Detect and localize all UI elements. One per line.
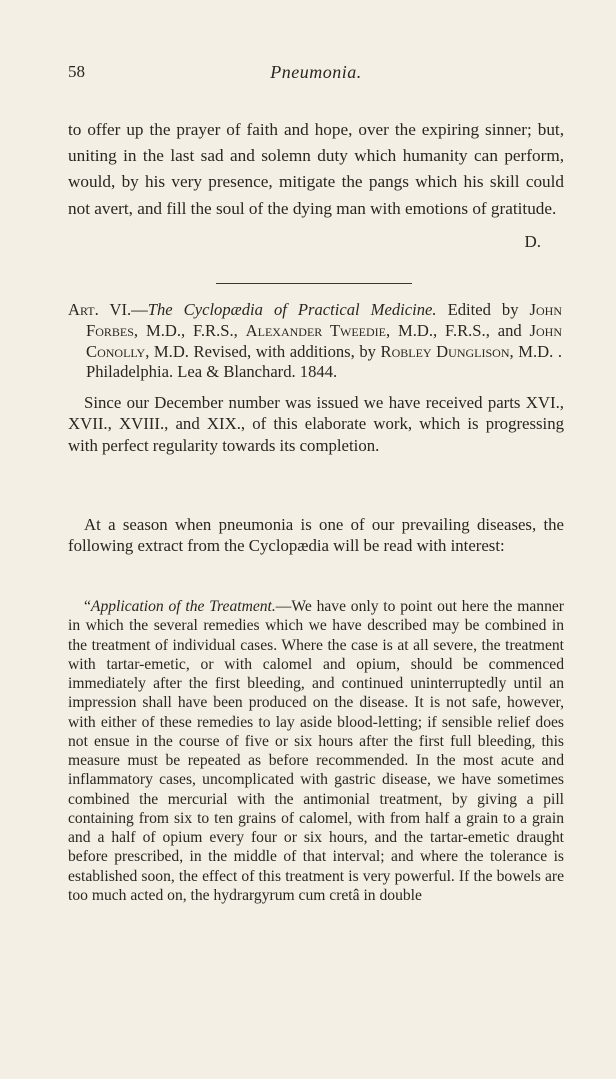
running-title: Pneumonia. — [270, 62, 362, 82]
editor-forbes: John Forbes, — [86, 300, 562, 340]
editor-conolly-credentials: M.D. Revised, with additions, by — [153, 341, 376, 361]
article-label: Art. VI.— — [68, 300, 148, 319]
edited-by: Edited by — [447, 300, 519, 319]
editor-tweedie-credentials: M.D., F.R.S., and — [398, 320, 522, 340]
publication-details: M.D. . Philadelphia. Lea & Blanchard. 1844. — [86, 341, 562, 382]
article-heading — [68, 300, 562, 383]
page-header — [68, 62, 564, 86]
editor-dunglison: Robley Dunglison, — [380, 341, 514, 361]
signature: D. — [524, 232, 541, 251]
article-title: The Cyclopædia of Practical Medicine. — [147, 300, 437, 319]
editor-forbes-credentials: M.D., F.R.S., — [145, 320, 238, 340]
continued-paragraph: to offer up the prayer of faith and hope, over the expiring sinner; but, uniting in the last sad and solemn duty which humanity can perform, would, by his very presence, mitigate the pangs which his skill could not avert, and fill the soul of the dying man with emotions of gratitude. — [68, 120, 564, 218]
quoted-extract — [68, 597, 564, 905]
quote-text: —We have only to point out here the manner in which the several remedies which we have described may be combined in the treatment of individual cases. Where the case is at all severe, the treatment with tartar-emetic, or with calomel and opium, should be commenced immediately after the first bleeding, and continued uninterruptedly until an impression shall have been produced on the disease. It is not safe, however, with either of these remedies to lay aside blood-letting; if sensible relief does not ensue in the course of five or six hours after the first full bleeding, this measure must be repeated as before recommended. In the most acute and inflammatory cases, uncomplicated with gastric disease, we have sometimes combined the mercurial with the antimonial treatment, by giving a pill containing from six to ten grains of calomel, with from half a grain to a grain and a half of opium every four or six hours, and the tartar-emetic draught before prescribed, in the middle of that interval; and where the tolerance is established soon, the effect of this treatment is very powerful. If the bowels are too much acted on, the hydrargyrum cum cretâ in double — [68, 598, 564, 904]
quote-heading: Application of the Treatment. — [90, 598, 276, 615]
quote-open-mark: “ — [84, 598, 91, 615]
paragraph-december-number: Since our December number was issued we have received parts XVI., XVII., XVIII., and XIX., of this elaborate work, which is progressing with perfect regularity towards its completion. — [68, 393, 564, 455]
editor-conolly: John Conolly, — [86, 320, 563, 361]
section-divider — [216, 283, 412, 284]
page-number: 58 — [68, 62, 85, 81]
paragraph-season: At a season when pneumonia is one of our prevailing diseases, the following extract from the Cyclopædia will be read with interest: — [68, 515, 564, 556]
editor-tweedie: Alexander Tweedie, — [245, 320, 391, 340]
